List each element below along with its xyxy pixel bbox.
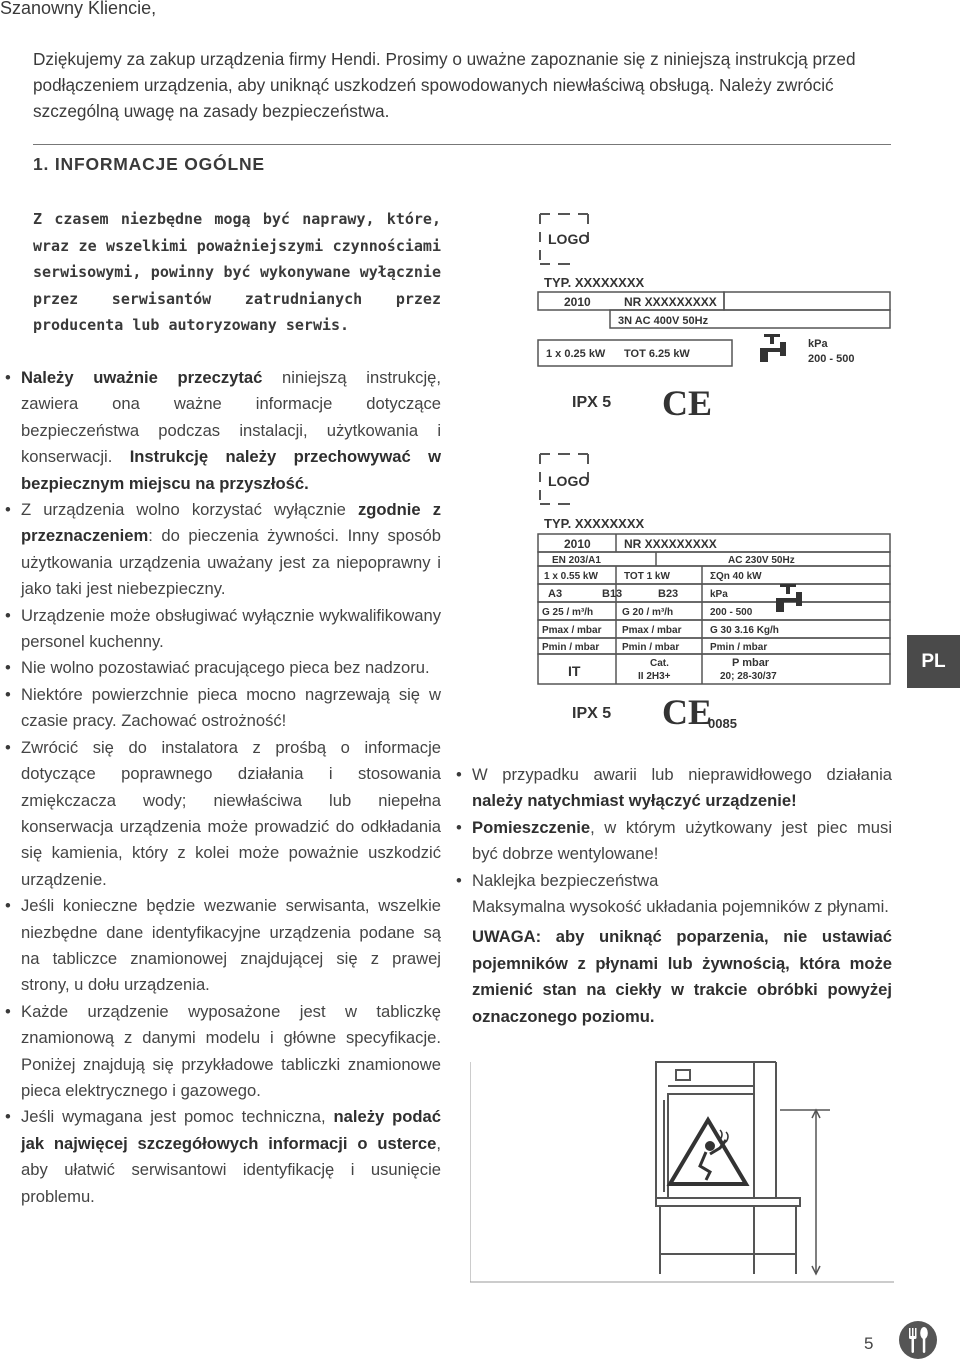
plate-total: TOT 6.25 kW <box>624 348 690 360</box>
plate-power: 1 x 0.25 kW <box>546 348 606 360</box>
list-item: • Jeśli konieczne będzie wezwanie serwisanta, wszelkie niezbędne dane identyfikacyjne urządzenia podane są na tabliczce znamionowej znajdującej się z prawej strony, u dołu urządzenia. <box>21 893 441 999</box>
plate-type: TYP. XXXXXXXX <box>544 275 645 290</box>
oven-safety-illustration <box>470 1060 894 1286</box>
list-item: • Z urządzenia wolno korzystać wyłącznie zgodnie z przeznaczeniem: do pieczenia żywności. Inny sposób użytkowania urządzenia uważany jest za niepoprawny i jako taki jest niebezpieczny. <box>21 497 441 603</box>
plate-power: 1 x 0.55 kW <box>544 571 598 582</box>
plate-supply: 3N AC 400V 50Hz <box>618 315 709 327</box>
plate-g25: G 25 / m³/h <box>542 607 594 618</box>
intro-paragraph: Dziękujemy za zakup urządzenia firmy Hendi. Prosimy o uważne zapoznanie się z niniejszą instrukcją przed podłączeniem urządzenia, aby uniknąć uszkodzeń spowodowanych niewłaściwą obsługą. Należy zwrócić szczególną uwagę na zasady bezpieczeństwa. <box>33 49 856 121</box>
section-heading: 1. INFORMACJE OGÓLNE <box>33 154 265 174</box>
plate-nr: NR XXXXXXXXX <box>624 295 717 309</box>
plate-pressure: 20; 28-30/37 <box>720 671 777 682</box>
plate-g20: G 20 / m³/h <box>622 607 674 618</box>
plate-supply: AC 230V 50Hz <box>728 555 795 566</box>
plate-category-label: Cat. <box>650 658 669 669</box>
ce-number: 0085 <box>708 716 737 731</box>
plate-pmin: Pmin / mbar <box>710 642 768 653</box>
rating-plate-gas <box>532 448 894 740</box>
rating-plate-electric <box>532 200 894 440</box>
plate-country: IT <box>568 663 581 679</box>
plate-year: 2010 <box>564 295 591 309</box>
plate-g30: G 30 3.16 Kg/h <box>710 625 779 636</box>
plate-pmin: Pmin / mbar <box>542 642 600 653</box>
height-dimension-icon <box>780 1110 830 1274</box>
plate-kpa-range: 200 - 500 <box>710 607 753 618</box>
plate-year: 2010 <box>564 537 591 551</box>
list-item: • W przypadku awarii lub nieprawidłowego działania należy natychmiast wyłączyć urządzenie! <box>472 762 892 815</box>
page-number: 5 <box>864 1334 874 1353</box>
list-item: • Jeśli wymagana jest pomoc techniczna, należy podać jak najwięcej szczegółowych informacji o usterce, aby ułatwić serwisantowi identyfikację i usunięcie problemu. <box>21 1104 441 1210</box>
list-item: • Urządzenie może obsługiwać wyłącznie wykwalifikowany personel kuchenny. <box>21 603 441 656</box>
list-item: • Każde urządzenie wyposażone jest w tabliczkę znamionową z danymi modelu i główne specyfikacje. Poniżej znajdują się przykładowe tabliczki znamionowe pieca elektrycznego i gazowego. <box>21 999 441 1105</box>
plate-standard: EN 203/A1 <box>552 555 601 566</box>
language-tab: PL <box>907 635 960 688</box>
plate-ipx: IPX 5 <box>572 705 612 722</box>
plate-a3: A3 <box>548 588 563 600</box>
plate-kpa: kPa <box>710 589 728 600</box>
ce-mark-icon: CE <box>662 383 713 423</box>
list-item: • Należy uważnie przeczytać niniejszą instrukcję, zawiera ona ważne informacje dotyczące bezpieczeństwa podczas instalacji, użytkowania i konserwacji. Instrukcję należy przechowywać w bezpiecznym miejscu na przyszłość. <box>21 365 441 497</box>
service-notice: Z czasem niezbędne mogą być naprawy, które, wraz ze wszelkimi poważniejszymi czynnościami serwisowymi, powinny być wykonywane wyłącznie przez serwisantów zatrudnianych przez producenta lub autoryzowany serwis. <box>33 210 441 335</box>
greeting: Szanowny Kliencie, <box>0 0 157 18</box>
plate-category: II 2H3+ <box>638 671 671 682</box>
water-tap-icon <box>760 334 786 362</box>
section-divider <box>33 144 891 145</box>
plate-ipx: IPX 5 <box>572 394 612 411</box>
plate-kpa-range: 200 - 500 <box>808 353 855 365</box>
plate-heat-input: ΣQn 40 kW <box>710 571 762 582</box>
plate-total: TOT 1 kW <box>624 571 670 582</box>
list-item: • Zwrócić się do instalatora z prośbą o informacje dotyczące poprawnego działania i stosowania zmiękczacza wody; niewłaściwa lub niepełna konserwacja urządzenia może prowadzić do odkładania się kamienia, który z kolei może poważnie uszkodzić urządzenie. <box>21 735 441 893</box>
plate-logo: LOGO <box>548 231 590 247</box>
hot-liquid-warning-icon <box>670 1120 746 1184</box>
water-tap-icon <box>776 584 802 612</box>
safety-list-right <box>472 762 892 1030</box>
ce-mark-icon: CE <box>662 692 713 732</box>
plate-pmax: Pmax / mbar <box>542 625 602 636</box>
plate-type: TYP. XXXXXXXX <box>544 516 645 531</box>
plate-logo: LOGO <box>548 473 590 489</box>
safety-list-left <box>5 365 441 1210</box>
plate-b13: B13 <box>602 588 623 600</box>
cutlery-logo-icon <box>898 1320 938 1360</box>
list-item: • Nie wolno pozostawiać pracującego pieca bez nadzoru. <box>21 655 441 681</box>
plate-nr: NR XXXXXXXXX <box>624 537 717 551</box>
plate-pmin: Pmin / mbar <box>622 642 680 653</box>
list-item: • Niektóre powierzchnie pieca mocno nagrzewają się w czasie pracy. Zachować ostrożność! <box>21 682 441 735</box>
plate-b23: B23 <box>658 588 679 600</box>
list-item: • Pomieszczenie, w którym użytkowany jest piec musi być dobrze wentylowane! <box>472 815 892 868</box>
plate-pmax: Pmax / mbar <box>622 625 682 636</box>
plate-kpa: kPa <box>808 338 828 350</box>
list-item: • Naklejka bezpieczeństwa Maksymalna wysokość układania pojemników z płynami. UWAGA: aby uniknąć poparzenia, nie ustawiać pojemników z płynami lub żywnością, która może zmienić stan na ciekły w trakcie obróbki powyżej oznaczonego poziomu. <box>472 868 892 1030</box>
plate-pressure-label: P mbar <box>732 657 770 669</box>
